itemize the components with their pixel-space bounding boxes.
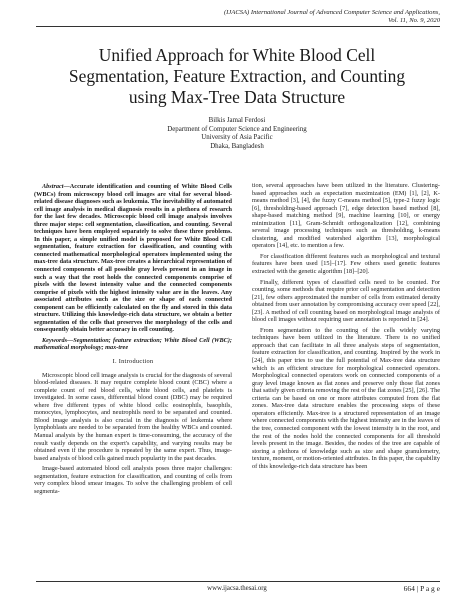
abstract-text: —Accurate identification and counting of White Blood Cells (WBCs) from microscopy blood cell images are vital for several blood-related disease diagnoses such as leukemia. The inevitability of automated cell image analysis in medical diagnosis results in a plethora of research for the last few decades. Microscopic blood cell image analysis involves three major steps: cell segmentation, classification, and counting. Several techniques have been employed separately to solve these three problems. In this paper, a simple unified model is proposed for White Blood Cell segmentation, feature extraction for classification, and counting with connected mathematical morphological operators implemented using the max-tree data structure. Max-tree creates a hierarchical representation of connected components of all possible gray levels present in an image in such a way that the root holds the connected components comprise of pixels with the lowest intensity value and the connected components comprise of pixels with the highest intensity value are in the leaves. Any associated attributes such as the size or shape of each connected component can be efficiently calculated on the fly and stored in this data structure. Utilizing this knowledge-rich data structure, we obtain a better segmentation of the cells that preserves the morphology of the cells and consequently obtain better accuracy in cell counting. — [34, 183, 232, 334]
author-name: Bilkis Jamal Ferdosi — [208, 117, 266, 124]
journal-volume: Vol. 11, No. 9, 2020 — [388, 17, 440, 24]
author-department: Department of Computer Science and Engineering — [167, 125, 307, 133]
journal-header: (IJACSA) International Journal of Advanced Computer Science and Applications, — [223, 9, 440, 16]
title-line-1: Unified Approach for White Blood Cell — [98, 45, 376, 65]
abstract — [34, 183, 232, 334]
intro-paragraph-1: Microscopic blood cell image analysis is crucial for the diagnosis of several blood-related diseases. It may require complete blood count (CBC) where a complete count of red blood cells, white blood cells, and platelets is investigated. In some cases, differential blood count (DBC) may be required where five different types of white blood cells: eosinophils, basophils, monocytes, lymphocytes, and neutrophils need to be separated and counted. Blood image analysis is also crucial in the diagnosis of leukemia where lymphoblasts are needed to be separated from the healthy WBCs and counted. Manual analysis by the human expert is time-consuming, the accuracy of the result vastly depends on the expert's capability, and varying results may be obtained even if the procedure is repeated by the same expert. Thus, image-based analysis of blood cells gained much popularity in the past decades. — [34, 371, 232, 462]
paper-title — [40, 45, 434, 108]
header-rule — [36, 26, 440, 27]
right-paragraph-1: tion, several approaches have been utilized in the literature. Clustering-based approaches such as expectation maximization (EM) [1], [2], K-means method [3], [4], the fuzzy C-means method [5], type-2 fuzzy logic [6], thresholding-based approach [7], edge detection based method [8], shape-based matching method [9], machine learning [10], or energy minimization [11], Gram-Schmidt orthogonalization [12], combining several image processing techniques such as thresholding, k-means clustering, and modified watershed algorithm [13], morphological operators [14], etc. to mention a few. — [252, 182, 440, 250]
right-paragraph-4: From segmentation to the counting of the cells widely varying techniques have been utilized in the literature. There is no unified approach that can facilitate in all three analysis steps of segmentation, feature extraction for classification, and counting. Inspired by the work in [24], this paper tries to use the full potential of Max-tree data structure which is an efficient structure for morphological connected operators. Morphological connected operators work on connected components of a gray level image known as flat zones and preserve only those flat zones that satisfy given criteria removing the rest of the flat zones [25], [26]. The criteria can be based on one or more attributes computed from the flat zones. Max-tree data structure enables the processing steps of these operators efficiently. Max-tree is a structured representation of an image where connected components with the highest intensity are in the leaves of the tree, connected component with the lowest intensity is in the root, and the rest of the nodes hold the connected components for all threshold levels present in the image. Besides, the nodes of the tree are capable of storing a plethora of knowledge such as size and shape granulometry, texture, moment, or motion-oriented attributes. In this paper, the capability of this knowledge-rich data structure has been — [252, 326, 440, 470]
author-university: University of Asia Pacific — [201, 134, 273, 141]
page-number: 664 | P a g e — [403, 584, 440, 593]
right-column — [252, 182, 440, 473]
abstract-label: Abstract — [42, 183, 64, 190]
right-paragraph-3: Finally, different types of classified cells need to be counted. For counting, some methods that require prior cell segmentation and detection [21], few others approximated the number of cells from estimated density obtained from user annotation by compromising accuracy over speed [22], [23]. A method of cell counting based on morphological image analysis of blood cell images without requiring user annotation is reported in [24]. — [252, 278, 440, 324]
section-heading-introduction: I. Introduction — [112, 358, 154, 366]
intro-paragraph-2: Image-based automated blood cell analysis poses three major challenges: segmentation, feature extraction for classification, and counting of cells from very complex blood smear images. To solve the challenging problem of cell segmenta- — [34, 465, 232, 495]
author-location: Dhaka, Bangladesh — [210, 142, 264, 150]
right-paragraph-2: For classification different features such as morphological and textural features have been used [15]–[17]. Few others used genetic features extracted with the genetic algorithm [18]–[20]. — [252, 252, 440, 276]
author-block — [0, 117, 474, 151]
footer-url: www.ijacsa.thesai.org — [207, 585, 267, 592]
left-column — [34, 183, 232, 498]
title-line-3: using Max-Tree Data Structure — [128, 87, 346, 107]
title-line-2: Segmentation, Feature Extraction, and Counting — [68, 66, 406, 86]
keywords: Keywords—Segmentation; feature extraction; White Blood Cell (WBC); mathematical morphology; max-tree — [34, 336, 232, 352]
footer-rule — [36, 581, 440, 582]
